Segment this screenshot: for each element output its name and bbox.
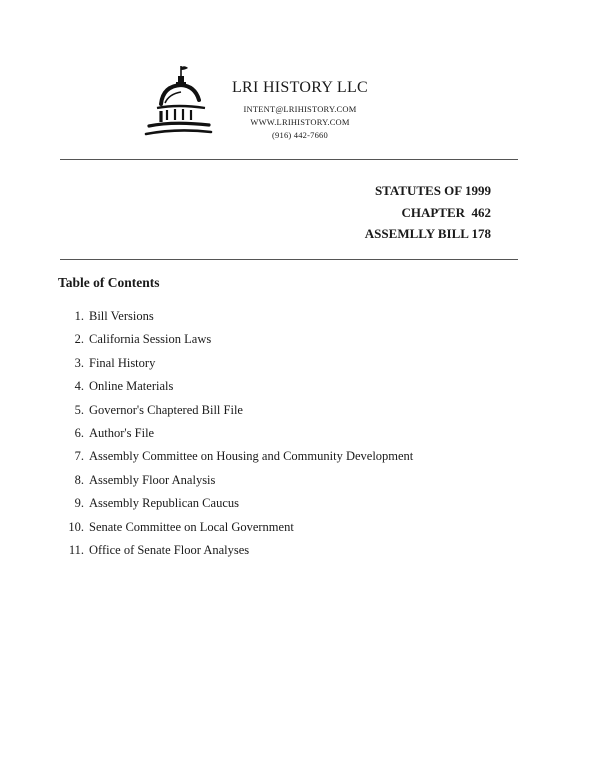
- toc-item: [58, 470, 528, 493]
- toc-title: Table of Contents: [58, 275, 160, 290]
- toc-item: [58, 493, 528, 516]
- toc-item-number: 6.: [74, 425, 84, 440]
- toc-item-number: 10.: [68, 519, 84, 534]
- toc-item-number: 4.: [74, 379, 84, 394]
- toc-item: [58, 517, 528, 540]
- toc-item: [58, 353, 528, 376]
- company-name: LRI HISTORY LLC: [231, 79, 369, 96]
- toc-item-label: Author's File: [89, 425, 155, 440]
- toc-item-label: Online Materials: [89, 379, 174, 394]
- company-website: WWW.LRIHISTORY.COM: [250, 117, 350, 127]
- toc-item-label: Assembly Republican Caucus: [89, 496, 239, 511]
- company-header: [230, 78, 370, 142]
- statute-bill: ASSEMLLY BILL 178: [364, 226, 491, 241]
- toc-item: [58, 423, 528, 446]
- company-email: INTENT@LRIHISTORY.COM: [243, 104, 357, 114]
- toc-item-number: 2.: [74, 332, 84, 347]
- toc-item-label: Final History: [89, 355, 156, 370]
- toc-item-number: 8.: [74, 472, 84, 487]
- toc-item: [58, 376, 528, 399]
- company-phone: (916) 442-7660: [272, 130, 328, 140]
- toc-item: [58, 400, 528, 423]
- toc-item-number: 9.: [74, 496, 84, 511]
- toc-item: [58, 306, 528, 329]
- toc-item-number: 3.: [74, 355, 84, 370]
- toc-item-label: Office of Senate Floor Analyses: [89, 542, 250, 557]
- top-divider: [60, 159, 518, 160]
- toc-item-label: California Session Laws: [89, 332, 212, 347]
- toc-item: [58, 540, 528, 563]
- capitol-dome-icon: [143, 64, 213, 138]
- toc-item-label: Governor's Chaptered Bill File: [89, 402, 243, 417]
- statute-block: [365, 180, 491, 245]
- toc-list: [58, 306, 528, 563]
- toc-item: [58, 329, 528, 352]
- toc-item-label: Bill Versions: [89, 309, 154, 323]
- bottom-divider: [60, 259, 518, 260]
- statute-year: STATUTES OF 1999: [374, 183, 491, 198]
- toc-item: [58, 446, 528, 469]
- toc-item-number: 11.: [68, 542, 84, 557]
- toc-item-label: Senate Committee on Local Government: [89, 519, 294, 534]
- toc-item-label: Assembly Committee on Housing and Community Development: [89, 449, 414, 464]
- toc-item-number: 1.: [74, 309, 84, 323]
- toc-item-number: 5.: [74, 402, 84, 417]
- toc-item-label: Assembly Floor Analysis: [89, 472, 216, 487]
- toc-item-number: 7.: [74, 449, 84, 464]
- statute-chapter: CHAPTER 462: [401, 204, 491, 220]
